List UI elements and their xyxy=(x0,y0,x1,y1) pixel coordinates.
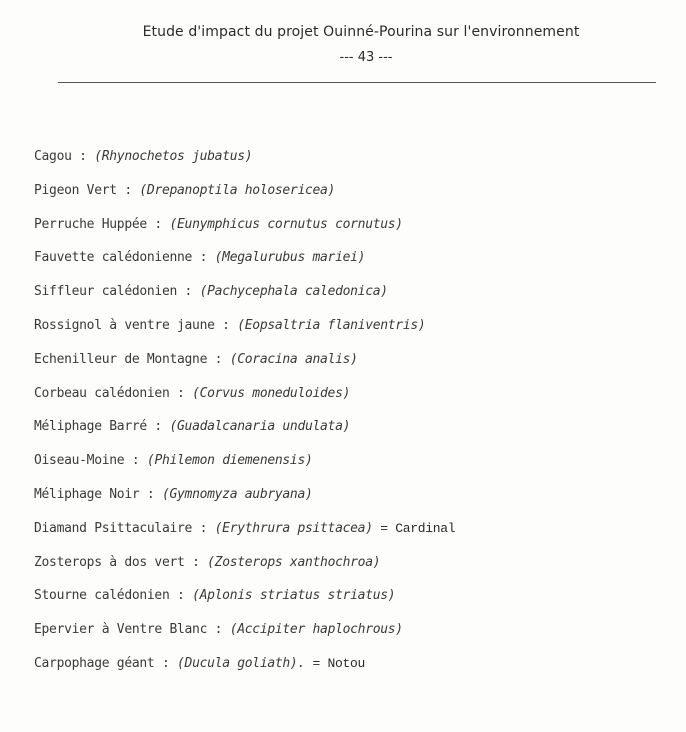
species-separator: : xyxy=(207,351,230,367)
species-separator: : xyxy=(139,486,162,502)
species-item xyxy=(34,349,455,383)
species-common-name: Méliphage Noir xyxy=(34,486,140,502)
species-latin-name: (Coracina analis) xyxy=(229,351,358,367)
species-separator: : xyxy=(177,284,200,300)
species-common-name: Perruche Huppée xyxy=(34,216,147,232)
species-latin-name: (Eunymphicus cornutus cornutus) xyxy=(169,216,403,232)
species-common-name: Zosterops à dos vert xyxy=(34,554,185,570)
species-latin-name: (Zosterops xanthochroa) xyxy=(207,554,381,570)
species-separator: : xyxy=(184,554,208,570)
species-latin-name: (Accipiter haplochrous) xyxy=(229,622,403,638)
species-latin-name: (Aplonis striatus striatus) xyxy=(192,588,396,604)
species-item xyxy=(34,450,455,484)
species-separator: : xyxy=(207,622,230,638)
species-common-name: Echenilleur de Montagne xyxy=(34,351,208,367)
species-separator: : xyxy=(124,453,147,469)
species-latin-name: (Gymnomyza aubryana) xyxy=(161,486,313,502)
species-common-name: Epervier à Ventre Blanc xyxy=(34,622,208,638)
species-common-name: Pigeon Vert xyxy=(34,182,117,198)
species-common-name: Stourne calédonien xyxy=(34,588,170,604)
species-common-name: Carpophage géant xyxy=(34,655,155,671)
species-separator: : xyxy=(192,250,215,266)
species-separator: : xyxy=(116,182,140,198)
species-separator: : xyxy=(169,385,193,401)
species-item xyxy=(34,484,455,518)
species-item xyxy=(34,383,455,417)
species-item xyxy=(34,214,455,248)
species-list xyxy=(34,146,455,687)
species-latin-name: (Pachycephala caledonica) xyxy=(199,284,388,300)
species-common-name: Oiseau-Moine xyxy=(34,453,125,469)
species-common-name: Méliphage Barré xyxy=(34,419,147,435)
species-item xyxy=(34,146,455,180)
species-common-name: Diamand Psittaculaire xyxy=(34,520,193,536)
species-note: = Notou xyxy=(312,655,366,671)
species-item xyxy=(34,416,455,450)
species-separator: : xyxy=(192,520,215,536)
species-item xyxy=(34,619,455,653)
species-note: = Cardinal xyxy=(380,520,456,536)
species-separator: : xyxy=(154,655,178,671)
species-common-name: Fauvette calédonienne xyxy=(34,250,193,266)
species-latin-name: (Rhynochetos jubatus) xyxy=(94,149,253,164)
species-common-name: Siffleur calédonien xyxy=(34,284,178,300)
species-item xyxy=(34,552,455,586)
species-latin-name: (Corvus moneduloides) xyxy=(192,385,351,401)
species-item xyxy=(34,281,455,315)
species-latin-name: (Megalurubus mariei) xyxy=(214,250,366,266)
species-latin-name: (Drepanoptila holosericea) xyxy=(139,182,336,198)
species-separator: : xyxy=(71,149,95,164)
document-title: Etude d'impact du projet Ouinné-Pourina sur l'environnement xyxy=(142,24,580,40)
species-common-name: Rossignol à ventre jaune xyxy=(34,317,215,333)
species-item xyxy=(34,247,455,281)
species-item xyxy=(34,315,455,349)
species-latin-name: (Philemon diemenensis) xyxy=(146,453,313,469)
species-separator: : xyxy=(214,317,238,333)
species-separator: : xyxy=(146,419,170,435)
page-number: --- 43 --- xyxy=(339,50,393,65)
species-latin-name: (Erythrura psittacea) xyxy=(214,520,373,536)
species-item xyxy=(34,653,455,687)
species-item xyxy=(34,585,455,619)
species-latin-name: (Ducula goliath). xyxy=(177,655,305,671)
species-item xyxy=(34,518,455,552)
species-common-name: Corbeau calédonien xyxy=(34,385,170,401)
species-latin-name: (Eopsaltria flaniventris) xyxy=(237,317,426,333)
species-common-name: Cagou xyxy=(34,149,72,164)
species-separator: : xyxy=(146,216,170,232)
species-latin-name: (Guadalcanaria undulata) xyxy=(169,419,351,435)
header-divider xyxy=(58,82,656,83)
species-item xyxy=(34,180,455,214)
species-separator: : xyxy=(169,588,193,604)
